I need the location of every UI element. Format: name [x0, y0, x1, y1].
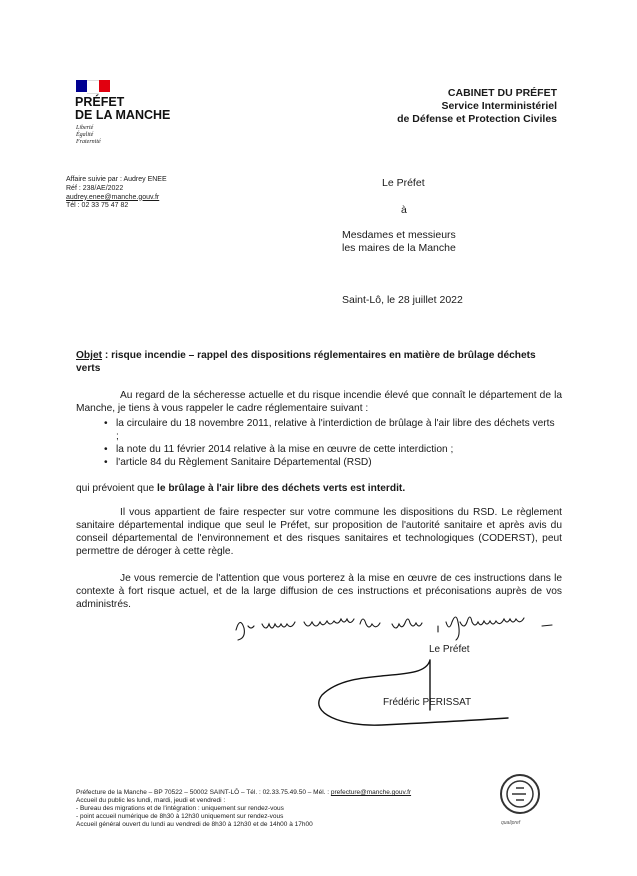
paragraph-4-text: Je vous remercie de l'attention que vous porterez à la mise en œuvre de ces instructions dans le contexte à fort risque actuel, et de la large diffusion de ces instructions et préconisations auprès de vos administrés.: [76, 573, 562, 610]
reference-phone: Tél : 02 33 75 47 82: [66, 202, 129, 210]
reference-number: Réf : 238/AE/2022: [66, 184, 124, 192]
subject-text: : risque incendie – rappel des dispositions réglementaires en matière de brûlage déchets verts: [76, 350, 536, 374]
footer: [76, 789, 411, 829]
handwritten-signature: [312, 655, 512, 735]
motto-liberte: Liberté: [76, 125, 94, 131]
paragraph-2: [76, 482, 562, 495]
signature-title: Le Préfet: [429, 644, 470, 655]
flag-white-band: [87, 80, 98, 94]
subject-label: Objet: [76, 350, 103, 361]
reference-affaire: Affaire suivie par : Audrey ENEE: [66, 176, 167, 183]
regulation-list: [104, 417, 560, 469]
addressing-to: à: [401, 204, 407, 216]
paragraph-2-bold: le brûlage à l'air libre des déchets verts est interdit.: [157, 483, 406, 494]
footer-line4: - point accueil numérique de 8h30 à 12h30 uniquement sur rendez-vous: [76, 813, 284, 820]
sender: Le Préfet: [382, 177, 425, 189]
recipient: [342, 229, 456, 255]
list-item: • l'article 84 du Règlement Sanitaire Départemental (RSD): [104, 456, 560, 469]
motto-fraternite: Fraternité: [76, 139, 101, 145]
cabinet-line3: de Défense et Protection Civiles: [397, 113, 557, 125]
list-item: • la circulaire du 18 novembre 2011, relative à l'interdiction de brûlage à l'air libre des déchets verts ;: [104, 417, 560, 443]
paragraph-4: [76, 572, 562, 611]
logo-title-line2: DE LA MANCHE: [75, 108, 171, 122]
paragraph-3-text: Il vous appartient de faire respecter sur votre commune les dispositions du RSD. Le règlement sanitaire départemental indique que seul le Préfet, sur proposition de l'autorité sanitaire et après avis du conseil départemental de l'environnement et des risques sanitaires et technologiques (CODERST), peut permettre de déroger à cette règle.: [76, 507, 562, 557]
prefet-logo-title: [75, 96, 170, 122]
logo-title-line1: PRÉFET: [75, 95, 125, 109]
footer-line2: Accueil du public les lundi, mardi, jeudi et vendredi :: [76, 797, 226, 804]
qualipref-logo-icon: [498, 772, 542, 816]
paragraph-2-start: qui prévoient que: [76, 483, 157, 494]
quality-label: qualipref: [501, 820, 521, 826]
motto-egalite: Égalité: [76, 132, 94, 138]
handwritten-note: [232, 612, 562, 642]
footer-email-link[interactable]: prefecture@manche.gouv.fr: [330, 789, 412, 796]
flag-red-band: [99, 80, 110, 92]
footer-address: Préfecture de la Manche – BP 70522 – 50002 SAINT-LÔ – Tél. : 02.33.75.49.50 – Mél. :: [76, 789, 331, 796]
signer-name: Frédéric PERISSAT: [383, 697, 472, 708]
reference-email-link[interactable]: audrey.enee@manche.gouv.fr: [66, 193, 160, 201]
cabinet-header: [397, 87, 557, 126]
paragraph-3: [76, 506, 562, 558]
reference-block: [66, 176, 167, 211]
cabinet-line2: Service Interministériel: [441, 100, 557, 112]
cabinet-line1: CABINET DU PRÉFET: [447, 87, 557, 99]
letter-date: Saint-Lô, le 28 juillet 2022: [342, 294, 463, 306]
footer-line5: Accueil général ouvert du lundi au vendredi de 8h30 à 12h30 et de 14h00 à 17h00: [76, 821, 313, 828]
recipient-line2: les maires de la Manche: [342, 242, 456, 254]
footer-line1: [76, 789, 411, 797]
paragraph-1: [76, 389, 562, 415]
recipient-line1: Mesdames et messieurs: [342, 229, 456, 241]
republic-flag-logo: [76, 80, 110, 92]
republic-motto: [76, 125, 101, 146]
subject-line: [76, 349, 562, 375]
flag-blue-band: [76, 80, 87, 92]
paragraph-1-text: Au regard de la sécheresse actuelle et du risque incendie élevé que connaît le département de la Manche, je tiens à vous rappeler le cadre réglementaire suivant :: [76, 390, 562, 414]
footer-line3: - Bureau des migrations et de l'intégration : uniquement sur rendez-vous: [76, 805, 284, 812]
list-item: • la note du 11 février 2014 relative à la mise en œuvre de cette interdiction ;: [104, 443, 560, 456]
